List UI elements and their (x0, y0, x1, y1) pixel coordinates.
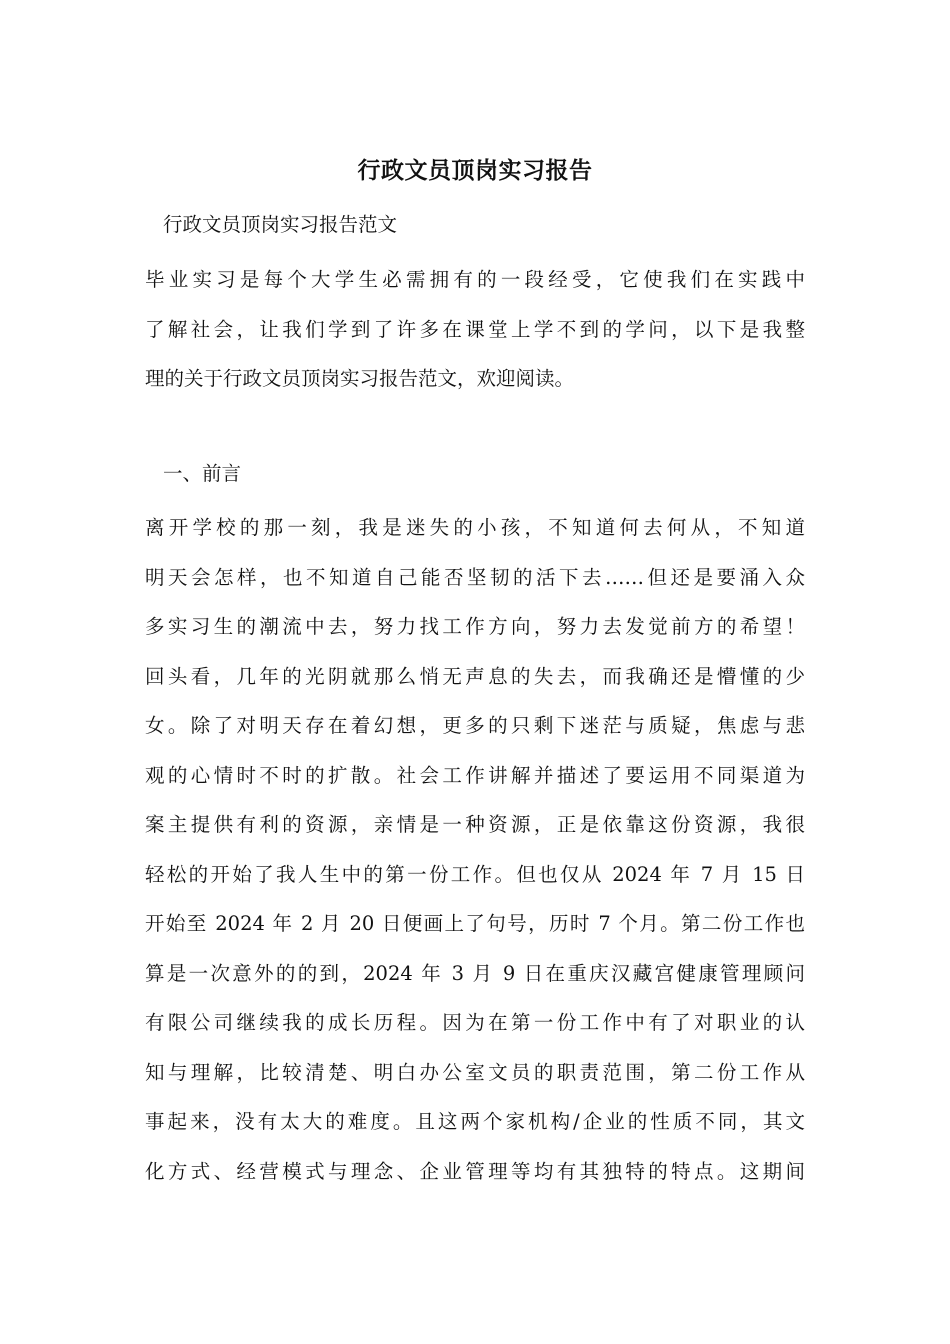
intro-line: 毕业实习是每个大学生必需拥有的一段经受，它使我们在实践中 (145, 268, 805, 291)
body-line: 算是一次意外的的到，2024 年 3 月 9 日在重庆汉藏宫健康管理顾问 (145, 961, 805, 985)
body-line: 回头看，几年的光阴就那么悄无声息的失去，而我确还是懵懂的少 (145, 664, 805, 688)
body-line: 化方式、经营模式与理念、企业管理等均有其独特的特点。这期间 (145, 1159, 805, 1183)
body-line: 离开学校的那一刻，我是迷失的小孩，不知道何去何从，不知道 (145, 516, 805, 539)
body-line: 轻松的开始了我人生中的第一份工作。但也仅从 2024 年 7 月 15 日 (145, 862, 805, 886)
body-line: 女。除了对明天存在着幻想，更多的只剩下迷茫与质疑，焦虑与悲 (145, 714, 805, 737)
body-line: 案主提供有利的资源，亲情是一种资源，正是依靠这份资源，我很 (145, 813, 805, 836)
body-line: 有限公司继续我的成长历程。因为在第一份工作中有了对职业的认 (145, 1011, 805, 1034)
body-paragraph (145, 503, 805, 1196)
intro-paragraph (145, 255, 805, 404)
body-line: 事起来，没有太大的难度。且这两个家机构/企业的性质不同，其文 (145, 1110, 805, 1133)
intro-line: 理的关于行政文员顶岗实习报告范文，欢迎阅读。 (145, 367, 575, 390)
body-line: 开始至 2024 年 2 月 20 日便画上了句号，历时 7 个月。第二份工作也 (145, 912, 805, 935)
intro-line: 了解社会，让我们学到了许多在课堂上学不到的学问，以下是我整 (145, 317, 805, 341)
body-line: 知与理解，比较清楚、明白办公室文员的职责范围，第二份工作从 (145, 1060, 805, 1084)
section-heading: 一、前言 (163, 462, 242, 485)
document-subtitle: 行政文员顶岗实习报告范文 (163, 213, 398, 236)
body-line: 多实习生的潮流中去，努力找工作方向，努力去发觉前方的希望！ (145, 615, 805, 638)
document-title: 行政文员顶岗实习报告 (357, 157, 593, 184)
body-line: 明天会怎样，也不知道自己能否坚韧的活下去……但还是要涌入众 (145, 565, 805, 589)
body-line: 观的心情时不时的扩散。社会工作讲解并描述了要运用不同渠道为 (145, 763, 805, 787)
